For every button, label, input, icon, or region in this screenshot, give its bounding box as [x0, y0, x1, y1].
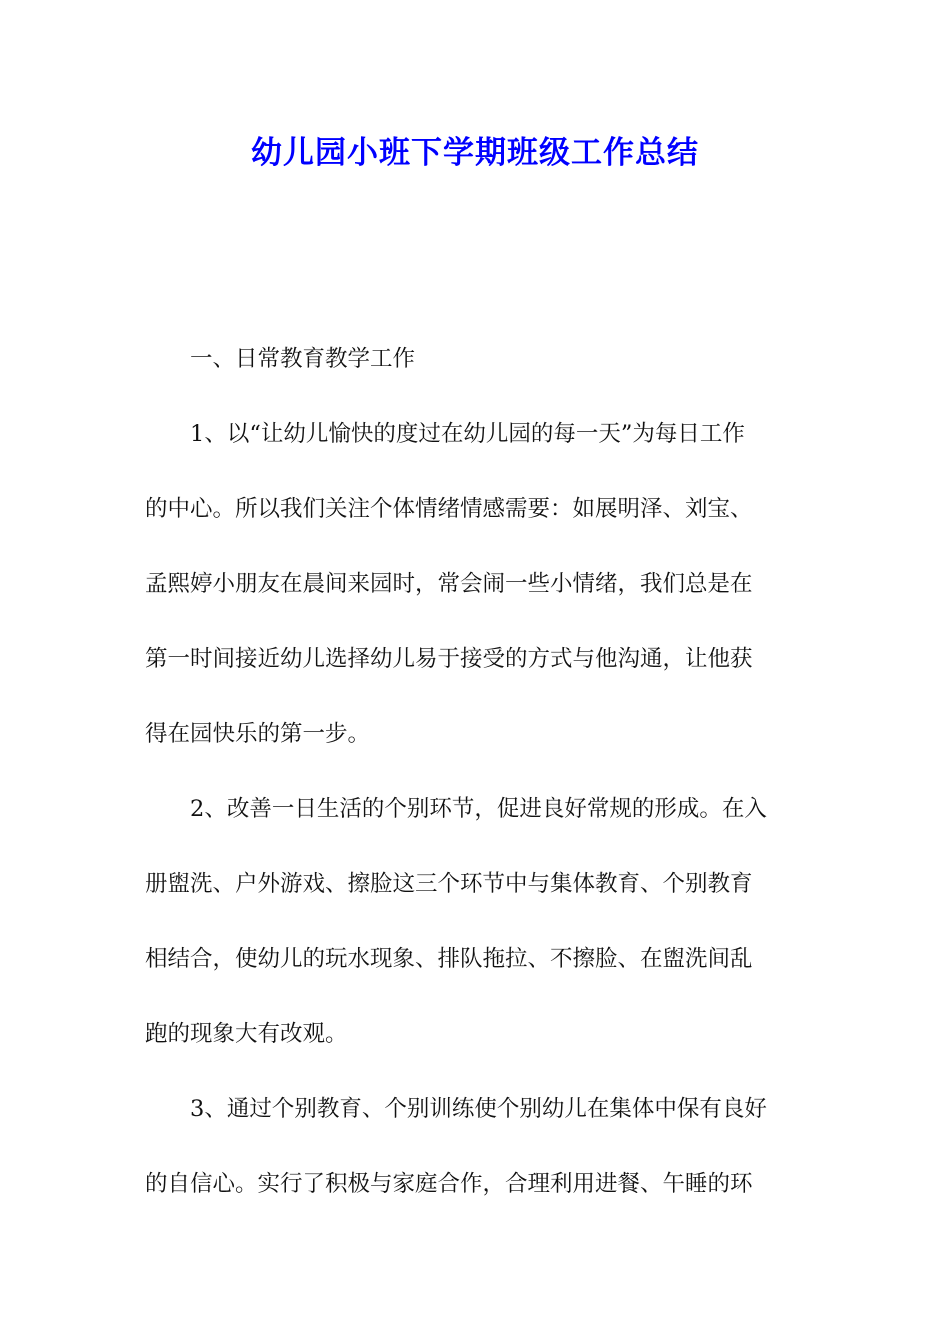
paragraph-line: 的中心。所以我们关注个体情绪情感需要：如展明泽、刘宝、: [145, 496, 753, 522]
paragraph-line: 3、通过个别教育、个别训练使个别幼儿在集体中保有良好: [190, 1096, 767, 1122]
paragraph-line: 2、改善一日生活的个别环节，促进良好常规的形成。在入: [190, 796, 767, 822]
paragraph-line: 得在园快乐的第一步。: [145, 721, 371, 747]
document-body: [145, 332, 809, 1232]
paragraph-line: 1、以“让幼儿愉快的度过在幼儿园的每一天”为每日工作: [190, 421, 745, 447]
paragraph-line: 册盥洗、户外游戏、擦脸这三个环节中与集体教育、个别教育: [145, 871, 753, 897]
section-heading: 一、日常教育教学工作: [190, 346, 416, 372]
paragraph-line: 的自信心。实行了积极与家庭合作，合理利用进餐、午睡的环: [145, 1171, 753, 1197]
paragraph-line: 跑的现象大有改观。: [145, 1021, 348, 1047]
paragraph-line: 孟熙婷小朋友在晨间来园时，常会闹一些小情绪，我们总是在: [145, 571, 753, 597]
paragraph-line: 相结合，使幼儿的玩水现象、排队拖拉、不擦脸、在盥洗间乱: [145, 946, 753, 972]
paragraph-line: 第一时间接近幼儿选择幼儿易于接受的方式与他沟通，让他获: [145, 646, 753, 672]
document-title: 幼儿园小班下学期班级工作总结: [251, 135, 699, 171]
